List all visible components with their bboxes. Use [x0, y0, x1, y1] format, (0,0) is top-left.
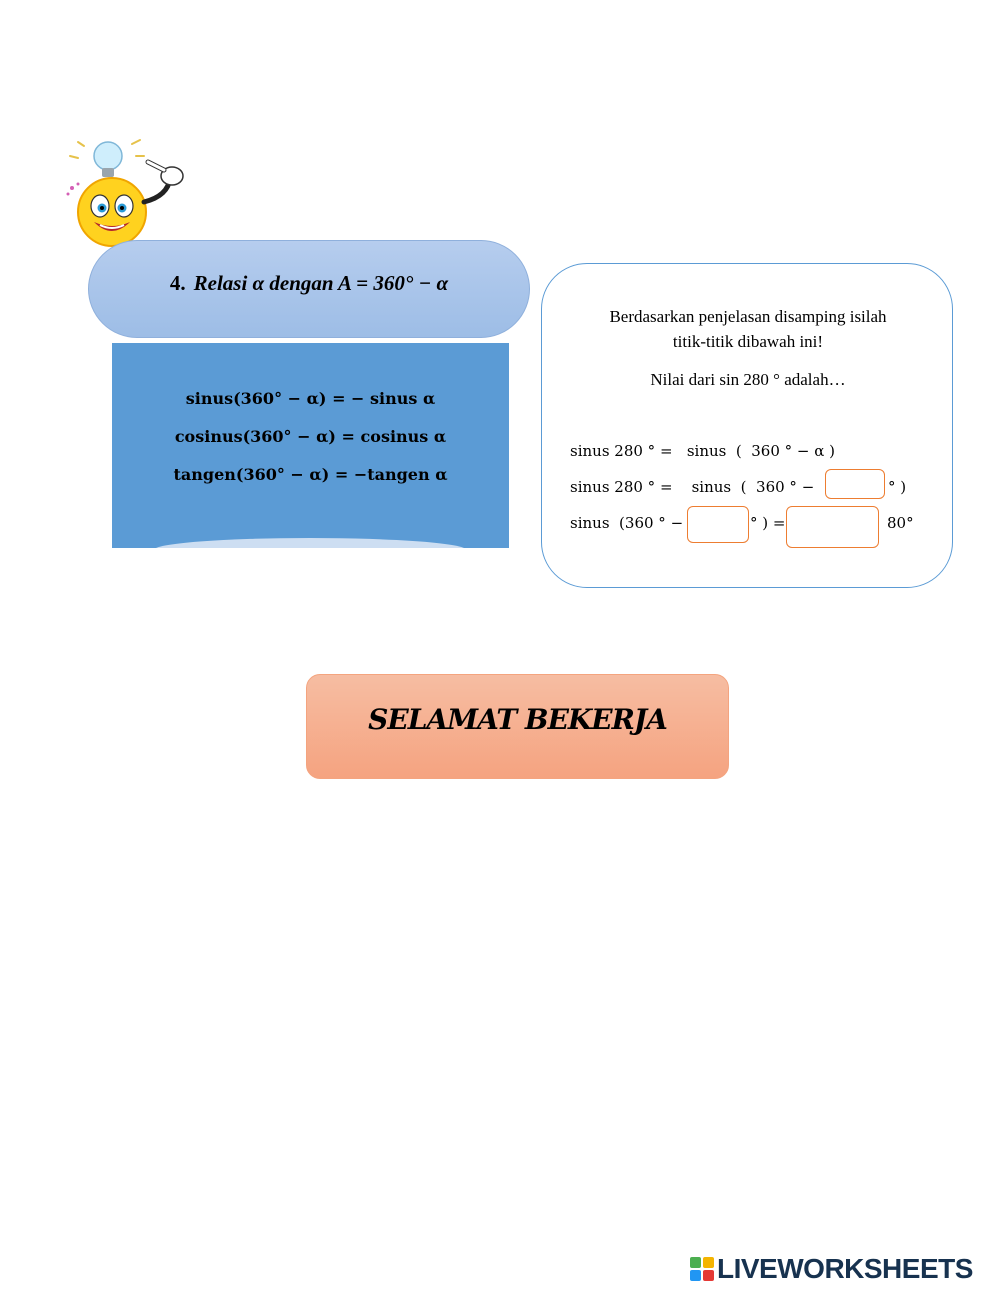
closing-banner	[306, 674, 729, 779]
formula-box	[112, 343, 509, 548]
section-title	[88, 240, 530, 338]
answer-row-2-left: sinus 280 ° = sinus ( 360 ° −	[570, 478, 815, 496]
exercise-panel	[541, 263, 953, 588]
answer-row-3-left: sinus (360 ° −	[570, 514, 684, 532]
logo-squares-icon	[690, 1257, 714, 1281]
section-title-text: 4.	[169, 270, 186, 295]
answer-row-2-right: ° )	[888, 478, 907, 496]
answer-blank-2[interactable]	[687, 506, 749, 543]
formula-sinus: sinus(360° − α) = − sinus α	[185, 389, 436, 408]
formula-cosinus: cosinus(360° − α) = cosinus α	[174, 427, 447, 446]
lightbulb-mascot-icon	[64, 136, 190, 248]
formula-tangen: tangen(360° − α) = −tangen α	[173, 465, 448, 484]
question-text: Nilai dari sin 280 ° adalah…	[650, 370, 846, 389]
answer-row-1: sinus 280 ° = sinus ( 360 ° − α )	[570, 442, 836, 460]
answer-row-3-right: 80°	[887, 514, 914, 532]
liveworksheets-logo	[690, 1254, 973, 1284]
answer-row-3-mid: ° ) =	[750, 514, 786, 532]
answer-blank-1[interactable]	[825, 469, 885, 499]
instruction-line-2: titik-titik dibawah ini!	[672, 332, 824, 351]
instruction-line-1: Berdasarkan penjelasan disamping isilah	[609, 307, 887, 326]
answer-blank-3[interactable]	[786, 506, 879, 548]
logo-text: LIVEWORKSHEETS	[717, 1253, 973, 1284]
closing-banner-text: SELAMAT BEKERJA	[368, 703, 667, 736]
formula-box-highlight	[154, 538, 466, 548]
section-title-label: Relasi α dengan A = 360° − α	[193, 270, 449, 295]
